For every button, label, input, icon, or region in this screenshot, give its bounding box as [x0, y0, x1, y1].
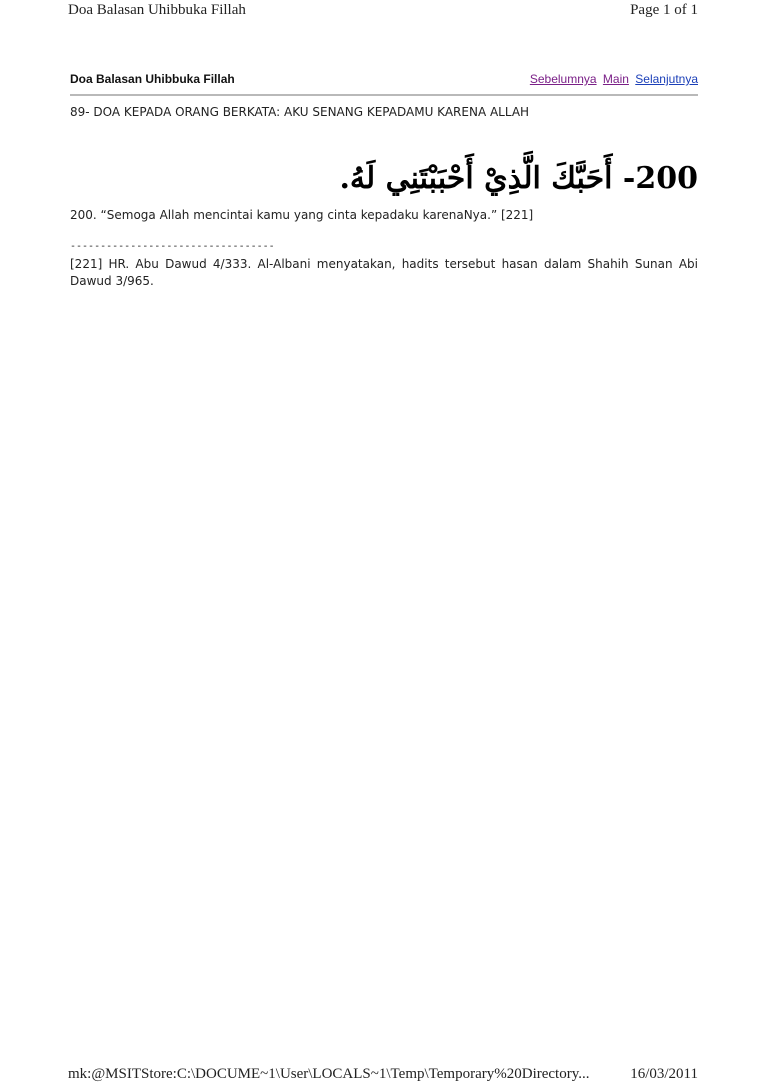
footnote-separator: ---------------------------------- — [70, 241, 275, 252]
print-footer-url: mk:@MSITStore:C:\DOCUME~1\User\LOCALS~1\Temp\Temporary%20Directory... — [68, 1066, 590, 1082]
next-link[interactable]: Selanjutnya — [635, 72, 698, 86]
footnote: [221] HR. Abu Dawud 4/333. Al-Albani menyatakan, hadits tersebut hasan dalam Shahih Sunan Abi Dawud 3/965. — [70, 257, 698, 288]
print-header-title: Doa Balasan Uhibbuka Fillah — [68, 2, 246, 18]
main-link[interactable]: Main — [602, 72, 629, 86]
print-footer-date: 16/03/2011 — [630, 1066, 698, 1082]
print-header-page-number: Page 1 of 1 — [630, 2, 698, 18]
previous-link[interactable]: Sebelumnya — [529, 72, 597, 86]
site-title: Doa Balasan Uhibbuka Fillah — [70, 72, 235, 86]
main-content — [70, 104, 698, 290]
arabic-prayer-text: 200- أَحَبَّكَ الَّذِيْ أَحْبَبْتَنِي لَهُ. — [339, 161, 698, 196]
page-bar — [70, 70, 698, 88]
prayer-translation: 200. “Semoga Allah mencintai kamu yang cinta kepadaku karenaNya.” [221] — [70, 208, 534, 222]
print-header — [68, 2, 698, 19]
header-divider — [70, 94, 698, 96]
section-heading: 89- DOA KEPADA ORANG BERKATA: AKU SENANG KEPADAMU KARENA ALLAH — [70, 105, 530, 119]
page-navigation — [527, 72, 698, 86]
print-footer — [68, 1066, 698, 1083]
